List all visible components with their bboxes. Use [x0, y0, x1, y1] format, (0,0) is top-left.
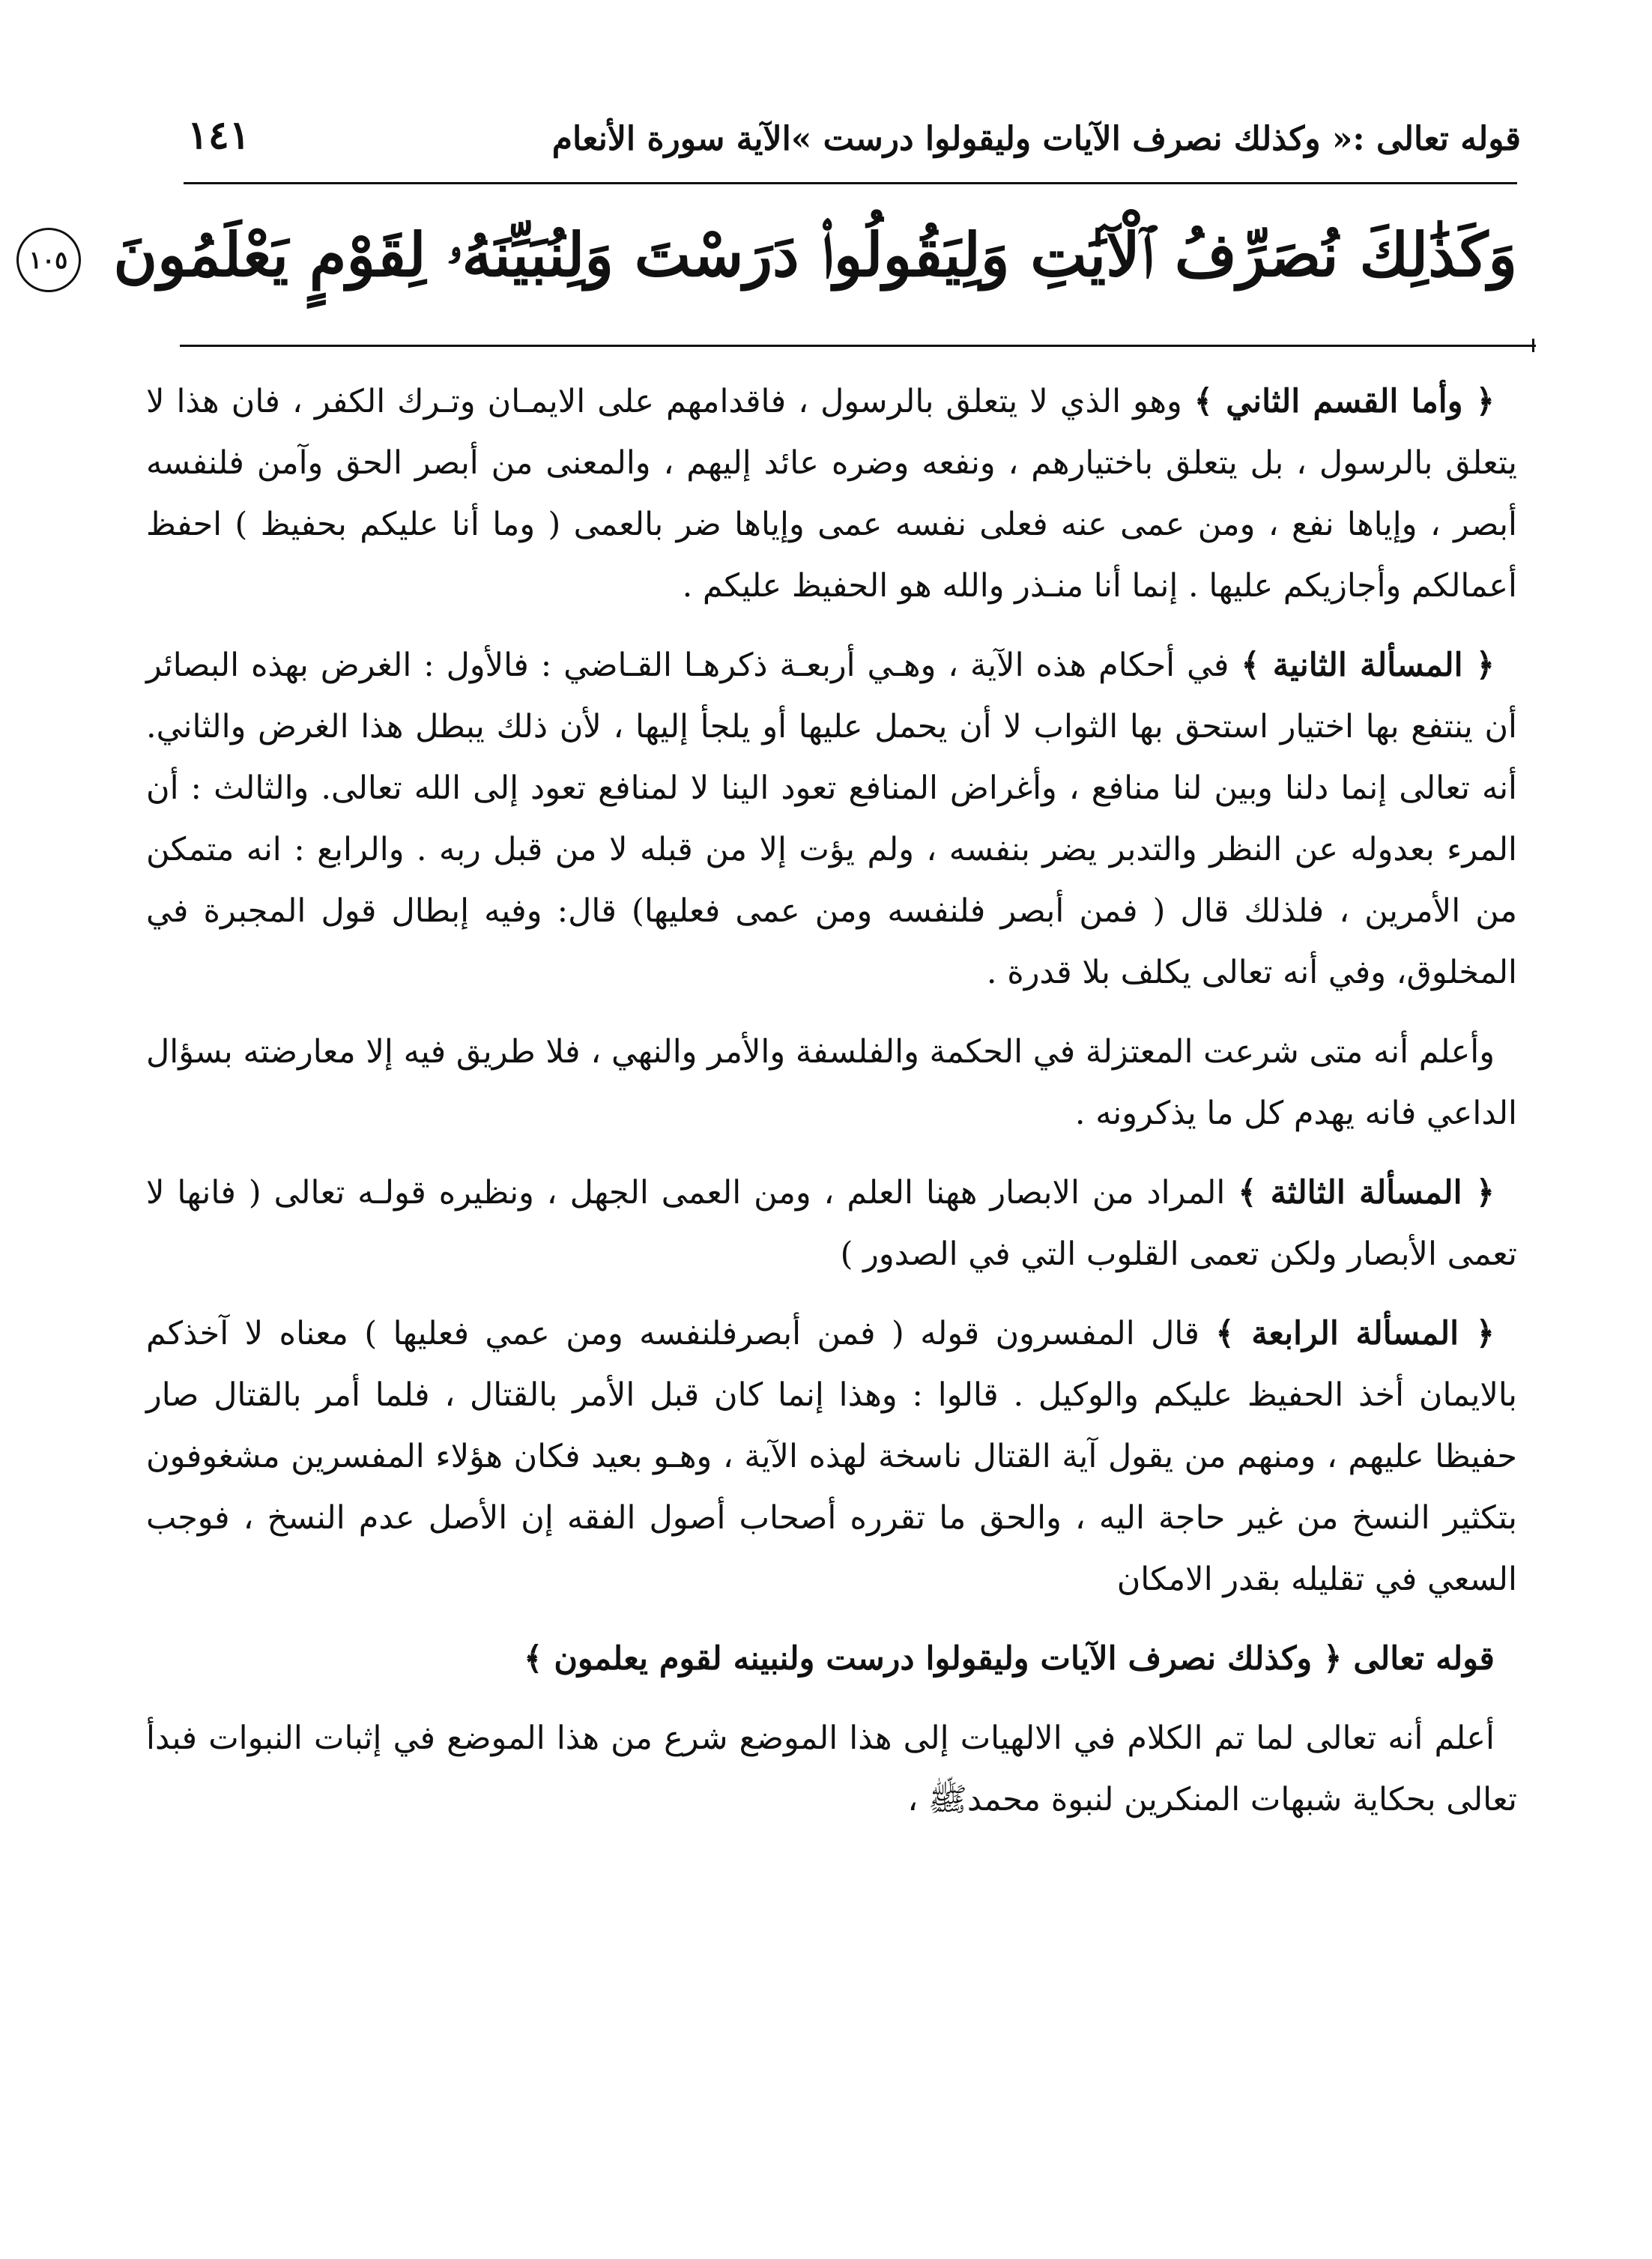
page-number: ١٤١ — [187, 112, 250, 158]
section-heading: ﴿ المسألة الثانية ﴾ — [1241, 647, 1495, 684]
paragraph-text: أعلم أنه تعالى لما تم الكلام في الالهيات إلى هذا الموضع شرع من هذا الموضع في إثبات النبوات فبدأ تعالى بحكاية شبهات المنكرين لنبوة محمدﷺ ، — [146, 1720, 1517, 1818]
paragraph-text: قوله تعالى ﴿ وكذلك نصرف الآيات وليقولوا درست ولنبينه لقوم يعلمون ﴾ — [524, 1640, 1495, 1678]
header-rule — [184, 182, 1517, 184]
verse-rule-tick — [1532, 339, 1534, 352]
paragraph-prophethood — [146, 1708, 1517, 1830]
paragraph-second-issue — [146, 635, 1517, 1003]
body-text — [146, 371, 1517, 1848]
verse-rule — [180, 345, 1536, 347]
running-header — [172, 112, 1521, 180]
verse-text: وَكَذَٰلِكَ نُصَرِّفُ ٱلْآيَٰتِ وَلِيَقُولُوا۟ دَرَسْتَ وَلِنُبَيِّنَهُۥ لِقَوْمٍ يَعْلَمُونَ — [113, 220, 1517, 290]
paragraph-third-issue — [146, 1162, 1517, 1285]
quran-verse — [28, 199, 1517, 311]
paragraph-text: في أحكام هذه الآية ، وهـي أربعـة ذكرهـا القـاضي : فالأول : الغرض بهذه البصائر أن ينتفع بها اختيار استحق بها الثواب لا أن يحمل عليها أو يلجأ إليها ، لأن ذلك يبطل هذا الغرض والثاني. أنه تعالى إنما دلنا وبين لنا منافع ، وأغراض المنافع تعود الينا لا لمنافع تعود إلى الله تعالى. والثالث : أن المرء بعدوله عن النظر والتدبر يضر بنفسه ، ولم يؤت إلا من قبله لا من قبل ربه . والرابع : انه متمكن من الأمرين ، فلذلك قال ( فمن أبصر فلنفسه ومن عمى فعليها) قال: وفيه إبطال قول المجبرة في المخلوق، وفي أنه تعالى يكلف بلا قدرة . — [146, 647, 1517, 991]
paragraph-second-part — [146, 371, 1517, 617]
paragraph-text: المراد من الابصار ههنا العلم ، ومن العمى الجهل ، ونظيره قولـه تعالى ( فانها لا تعمى الأبصار ولكن تعمى القلوب التي في الصدور ) — [146, 1174, 1517, 1273]
verse-number-ornament: ١٠٥ — [16, 228, 81, 292]
paragraph-text: وأعلم أنه متى شرعت المعتزلة في الحكمة والفلسفة والأمر والنهي ، فلا طريق فيه إلا معارضته بسؤال الداعي فانه يهدم كل ما يذكرونه . — [146, 1033, 1517, 1132]
paragraph-text: قال المفسرون قوله ( فمن أبصرفلنفسه ومن عمي فعليها ) معناه لا آخذكم بالايمان أخذ الحفيظ عليكم والوكيل . قالوا : وهذا إنما كان قبل الأمر بالقتال ، فلما أمر بالقتال صار حفيظا عليهم ، ومنهم من يقول آية القتال ناسخة لهذه الآية ، وهـو بعيد فكان هؤلاء المفسرين مشغوفون بتكثير النسخ من غير حاجة اليه ، والحق ما تقرره أصحاب أصول الفقه إن الأصل عدم النسخ ، فوجب السعي في تقليله بقدر الامكان — [146, 1315, 1517, 1598]
section-heading: ﴿ المسألة الرابعة ﴾ — [1215, 1315, 1495, 1352]
running-title: قوله تعالى :« وكذلك نصرف الآيات وليقولوا درست »الآية سورة الأنعام — [551, 120, 1521, 158]
section-heading: ﴿ المسألة الثالثة ﴾ — [1238, 1174, 1495, 1212]
paragraph-fourth-issue — [146, 1303, 1517, 1610]
verse-commentary-heading — [146, 1628, 1517, 1690]
section-heading: ﴿ وأما القسم الثاني ﴾ — [1193, 383, 1495, 420]
paragraph-mutazila-note — [146, 1021, 1517, 1144]
paragraph-text: وهو الذي لا يتعلق بالرسول ، فاقدامهم على الايمـان وتـرك الكفر ، فان هذا لا يتعلق بالرسول ، بل يتعلق باختيارهم ، ونفعه وضره عائد إليهم ، والمعنى من أبصر الحق وآمن فلنفسه أبصر ، وإياها نفع ، ومن عمى عنه فعلى نفسه عمى وإياها ضر بالعمى ( وما أنا عليكم بحفيظ ) احفظ أعمالكم وأجازيكم عليها . إنما أنا منـذر والله هو الحفيظ عليكم . — [146, 383, 1517, 605]
